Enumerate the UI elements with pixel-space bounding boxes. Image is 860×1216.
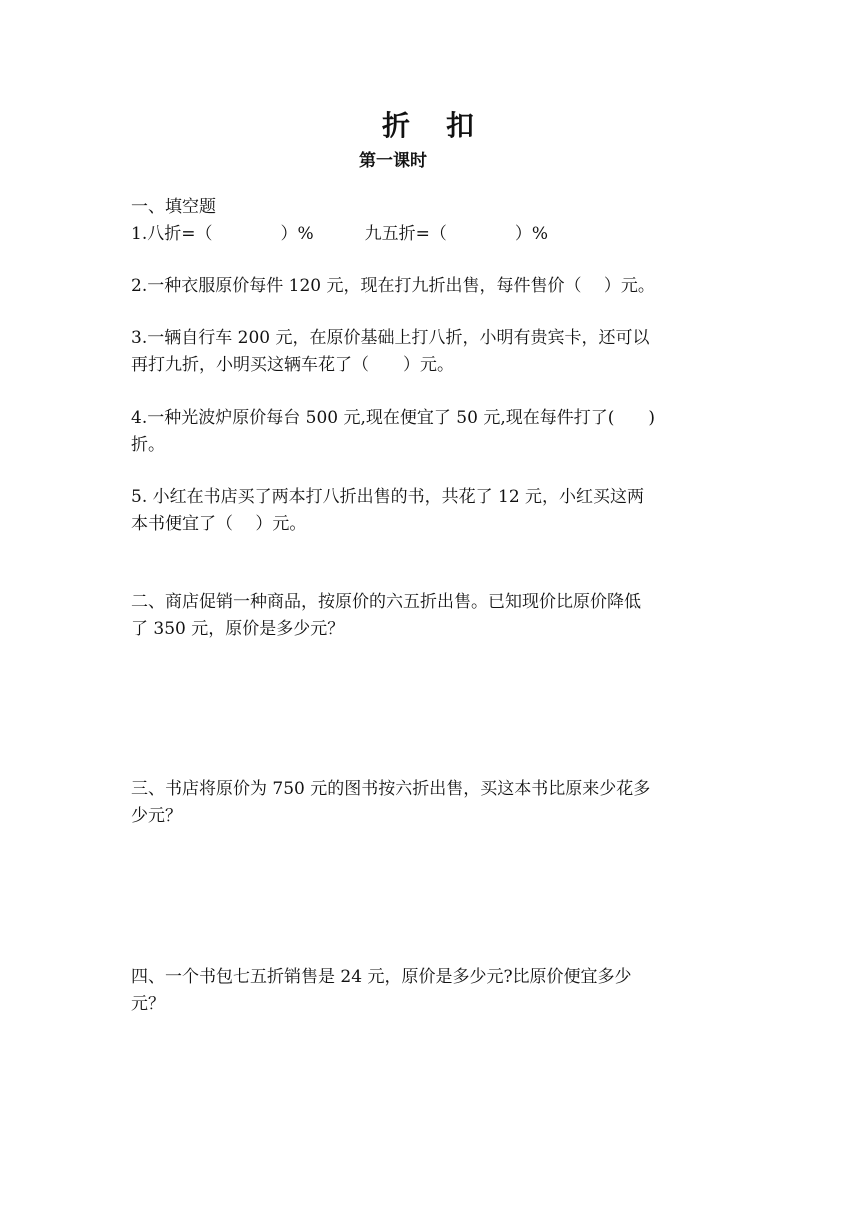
question-3-line-1: 3.一辆自行车 200 元，在原价基础上打八折，小明有贵宾卡，还可以 — [131, 328, 650, 348]
section2-line-2: 了 350 元，原价是多少元？ — [131, 619, 345, 639]
section4-line-1: 四、一个书包七五折销售是 24 元，原价是多少元?比原价便宜多少 — [131, 967, 632, 987]
question-3-line-2: 再打九折，小明买这辆车花了（ ）元。 — [131, 355, 454, 375]
section3-line-1: 三、书店将原价为 750 元的图书按六折出售，买这本书比原来少花多 — [131, 779, 651, 799]
section4-line-2: 元？ — [131, 994, 165, 1014]
question-4-line-1: 4.一种光波炉原价每台 500 元,现在便宜了 50 元,现在每件打了( ) — [131, 408, 655, 428]
page-subtitle: 第一课时 — [359, 151, 427, 171]
section1-heading: 一、填空题 — [131, 197, 216, 217]
question-5-line-2: 本书便宜了（ ）元。 — [131, 514, 307, 534]
question-4-line-2: 折。 — [131, 435, 165, 455]
question-2: 2.一种衣服原价每件 120 元，现在打九折出售，每件售价（ ）元。 — [131, 276, 655, 296]
question-5-line-1: 5. 小红在书店买了两本打八折出售的书，共花了 12 元，小红买这两 — [131, 487, 645, 507]
question-1: 1.八折=（ ）% 九五折=（ ）% — [131, 224, 549, 244]
section2-line-1: 二、商店促销一种商品，按原价的六五折出售。已知现价比原价降低 — [131, 592, 641, 612]
page-title: 折 扣 — [381, 109, 478, 142]
section3-line-2: 少元？ — [131, 806, 182, 826]
